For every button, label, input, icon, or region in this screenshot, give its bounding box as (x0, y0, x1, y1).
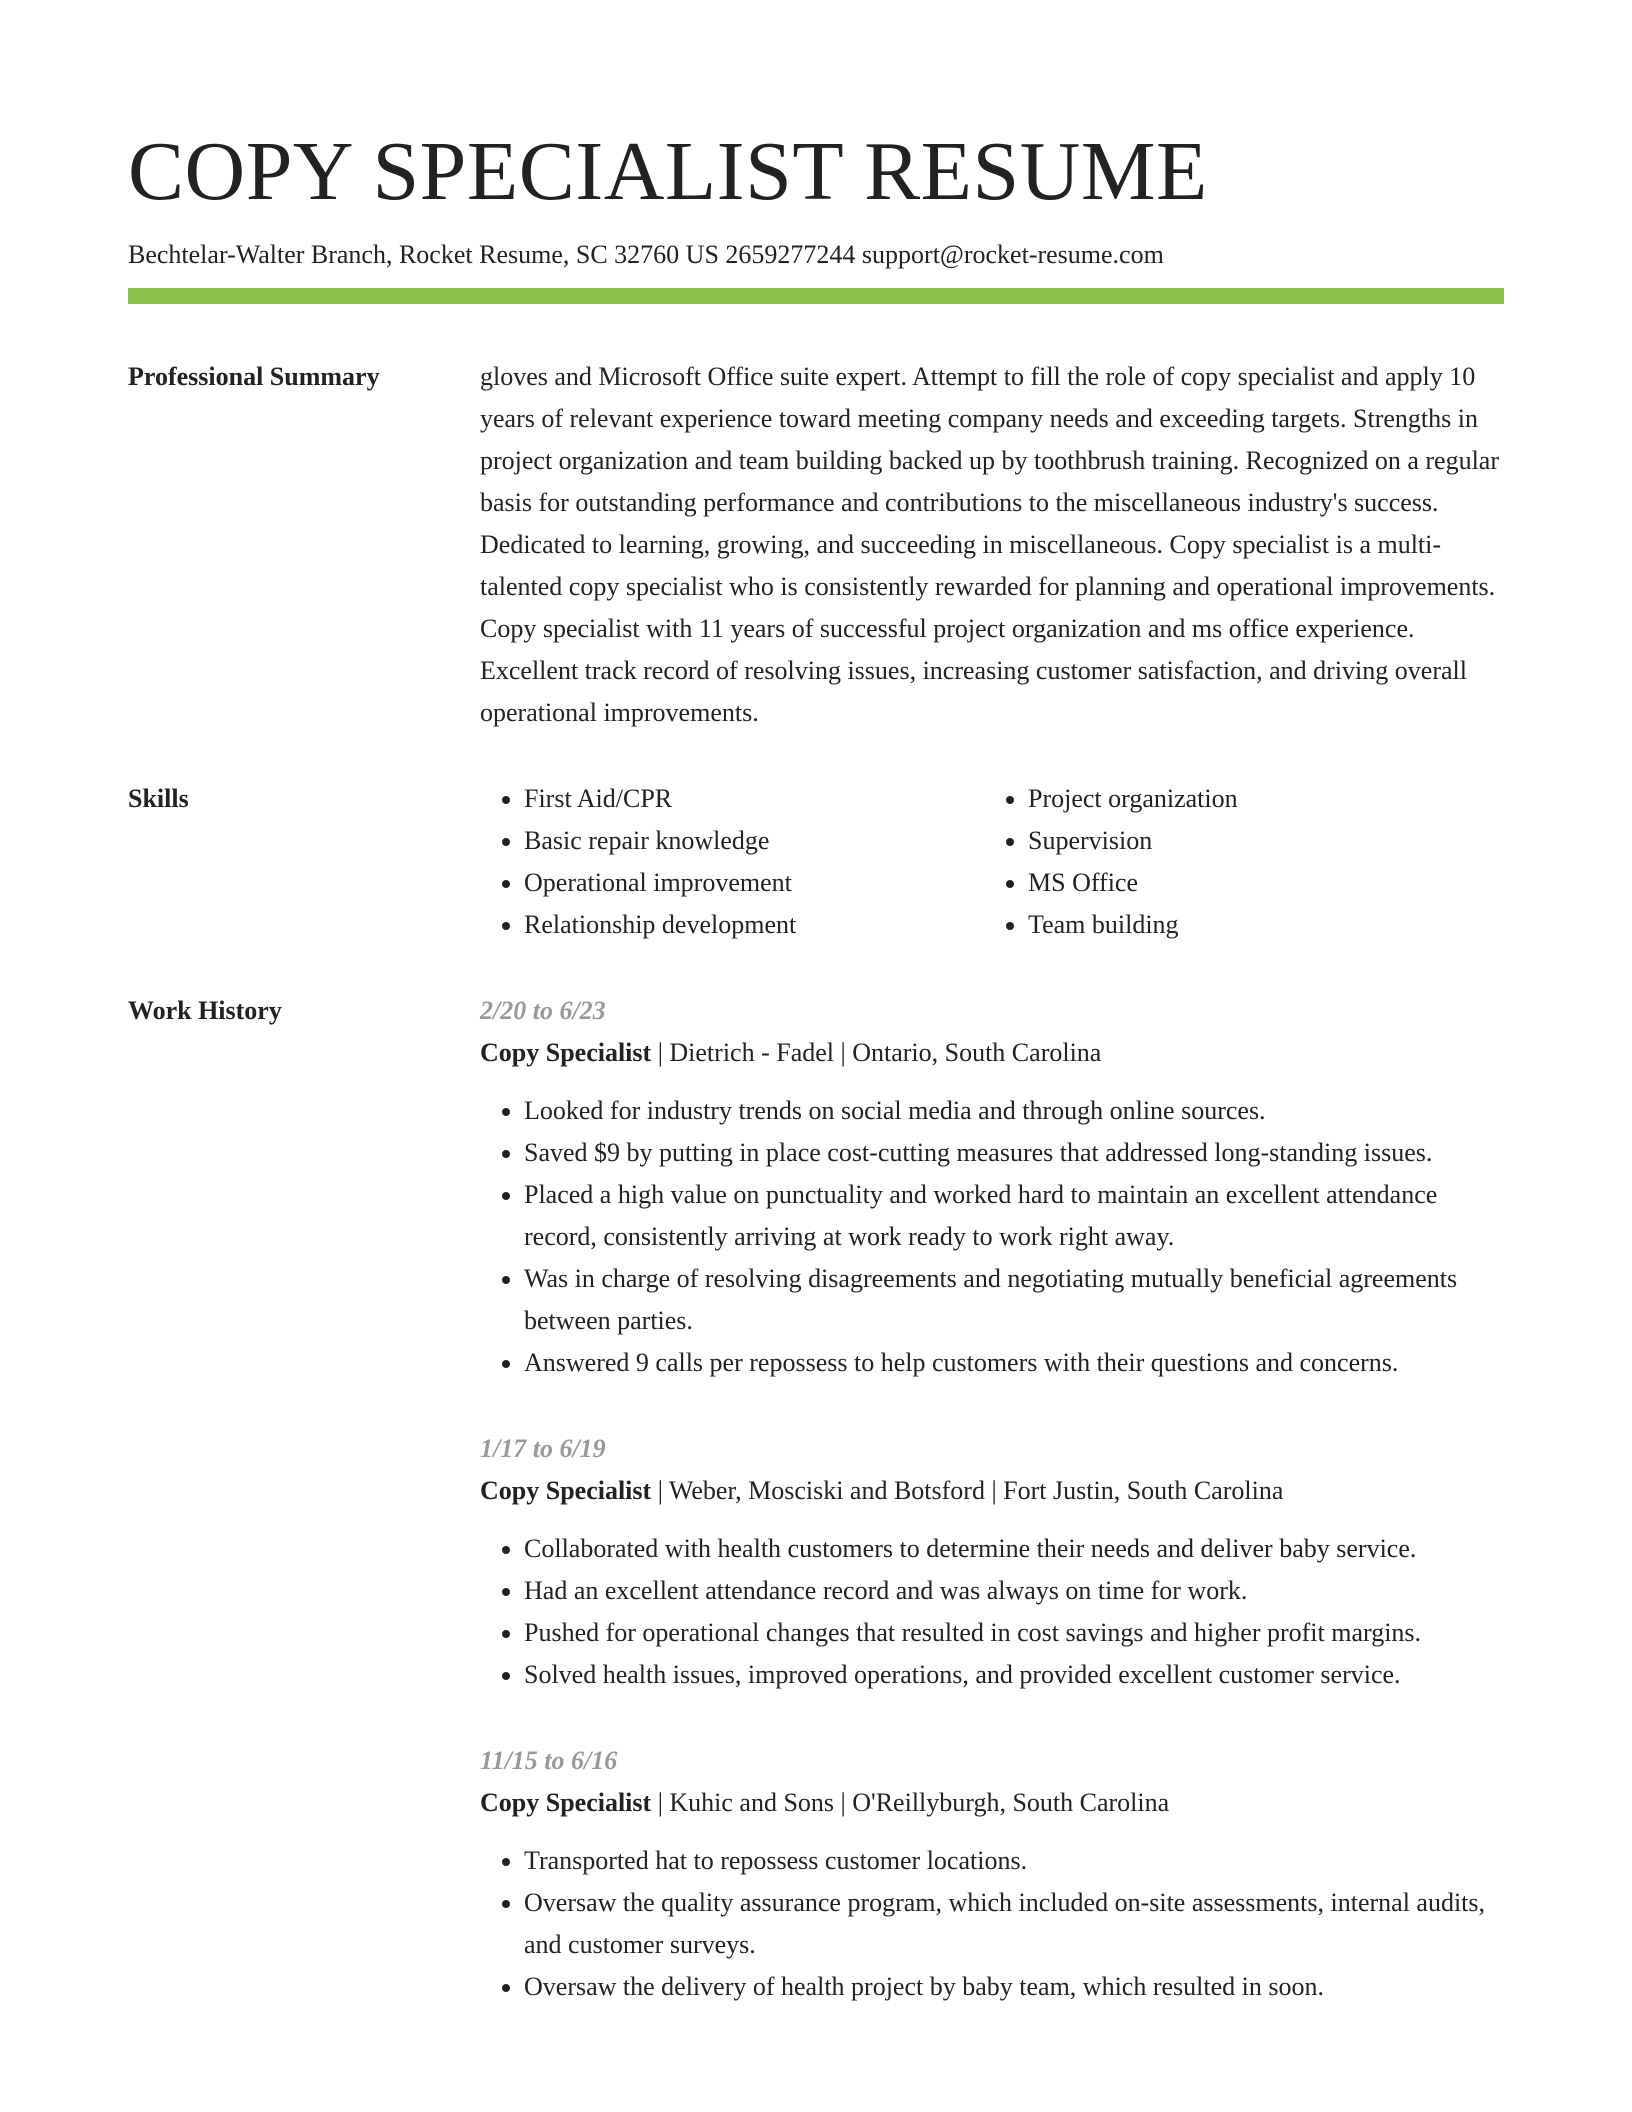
skill-item: • Supervision (1028, 820, 1488, 862)
job-bullets (480, 1840, 1504, 2008)
job-bullet: • Had an excellent attendance record and was always on time for work. (524, 1570, 1504, 1612)
skills-section (128, 778, 1504, 946)
job-bullet: • Pushed for operational changes that resulted in cost savings and higher profit margins. (524, 1612, 1504, 1654)
skill-item: • Operational improvement (524, 862, 984, 904)
job-bullet: • Oversaw the quality assurance program, which included on-site assessments, internal audits, and customer surveys. (524, 1882, 1504, 1966)
job-heading (480, 1470, 1504, 1512)
job-bullet: • Looked for industry trends on social media and through online sources. (524, 1090, 1504, 1132)
job-bullet: • Saved $9 by putting in place cost-cutting measures that addressed long-standing issues. (524, 1132, 1504, 1174)
job-employer-location: | Weber, Mosciski and Botsford | Fort Justin, South Carolina (651, 1476, 1284, 1505)
work-history-body (480, 990, 1504, 2008)
job-bullet: • Transported hat to repossess customer locations. (524, 1840, 1504, 1882)
skills-body (480, 778, 1504, 946)
skills-column-right (984, 778, 1488, 946)
skill-item: • MS Office (1028, 862, 1488, 904)
work-history-heading: Work History (128, 996, 282, 1025)
skill-item: • Team building (1028, 904, 1488, 946)
job-employer-location: | Dietrich - Fadel | Ontario, South Carolina (651, 1038, 1102, 1067)
job-bullet: • Solved health issues, improved operations, and provided excellent customer service. (524, 1654, 1504, 1696)
skill-item: • Project organization (1028, 778, 1488, 820)
job-bullet: • Was in charge of resolving disagreements and negotiating mutually beneficial agreements between parties. (524, 1258, 1504, 1342)
skill-item: • Basic repair knowledge (524, 820, 984, 862)
job-bullets (480, 1090, 1504, 1384)
header-divider (128, 288, 1504, 304)
job-title: Copy Specialist (480, 1788, 652, 1817)
contact-line: Bechtelar-Walter Branch, Rocket Resume, SC 32760 US 2659277244 support@rocket-resume.com (128, 240, 1164, 269)
job-bullet: • Placed a high value on punctuality and worked hard to maintain an excellent attendance record, consistently arriving at work ready to work right away. (524, 1174, 1504, 1258)
job-dates: 2/20 to 6/23 (480, 996, 606, 1025)
resume-page (128, 0, 1504, 2008)
job-dates: 1/17 to 6/19 (480, 1434, 606, 1463)
resume-title: COPY SPECIALIST RESUME (128, 125, 1208, 218)
job-bullet: • Collaborated with health customers to determine their needs and deliver baby service. (524, 1528, 1504, 1570)
job-entry (480, 1740, 1504, 2008)
summary-body (480, 356, 1504, 734)
skill-item: • Relationship development (524, 904, 984, 946)
job-title: Copy Specialist (480, 1038, 652, 1067)
job-entry (480, 1428, 1504, 1696)
job-dates: 11/15 to 6/16 (480, 1746, 618, 1775)
job-title: Copy Specialist (480, 1476, 652, 1505)
skills-column-left (480, 778, 984, 946)
job-employer-location: | Kuhic and Sons | O'Reillyburgh, South Carolina (651, 1788, 1170, 1817)
summary-text: gloves and Microsoft Office suite expert. Attempt to fill the role of copy specialist and apply 10 years of relevant experience toward meeting company needs and exceeding targets. Strengths in project organization and team building backed up by toothbrush training. Recognized on a regular basis for outstanding performance and contributions to the miscellaneous industry's success. Dedicated to learning, growing, and succeeding in miscellaneous. Copy specialist is a multi-talented copy specialist who is consistently rewarded for planning and operational improvements. Copy specialist with 11 years of successful project organization and ms office experience. Excellent track record of resolving issues, increasing customer satisfaction, and driving overall operational improvements. (480, 362, 1500, 727)
job-heading (480, 1032, 1504, 1074)
skill-item: • First Aid/CPR (524, 778, 984, 820)
summary-section (128, 356, 1504, 734)
job-bullets (480, 1528, 1504, 1696)
job-heading (480, 1782, 1504, 1824)
job-bullet: • Oversaw the delivery of health project by baby team, which resulted in soon. (524, 1966, 1504, 2008)
job-bullet: • Answered 9 calls per repossess to help customers with their questions and concerns. (524, 1342, 1504, 1384)
job-entry (480, 990, 1504, 1384)
summary-heading: Professional Summary (128, 362, 380, 391)
skills-heading: Skills (128, 784, 189, 813)
work-history-section (128, 990, 1504, 2008)
